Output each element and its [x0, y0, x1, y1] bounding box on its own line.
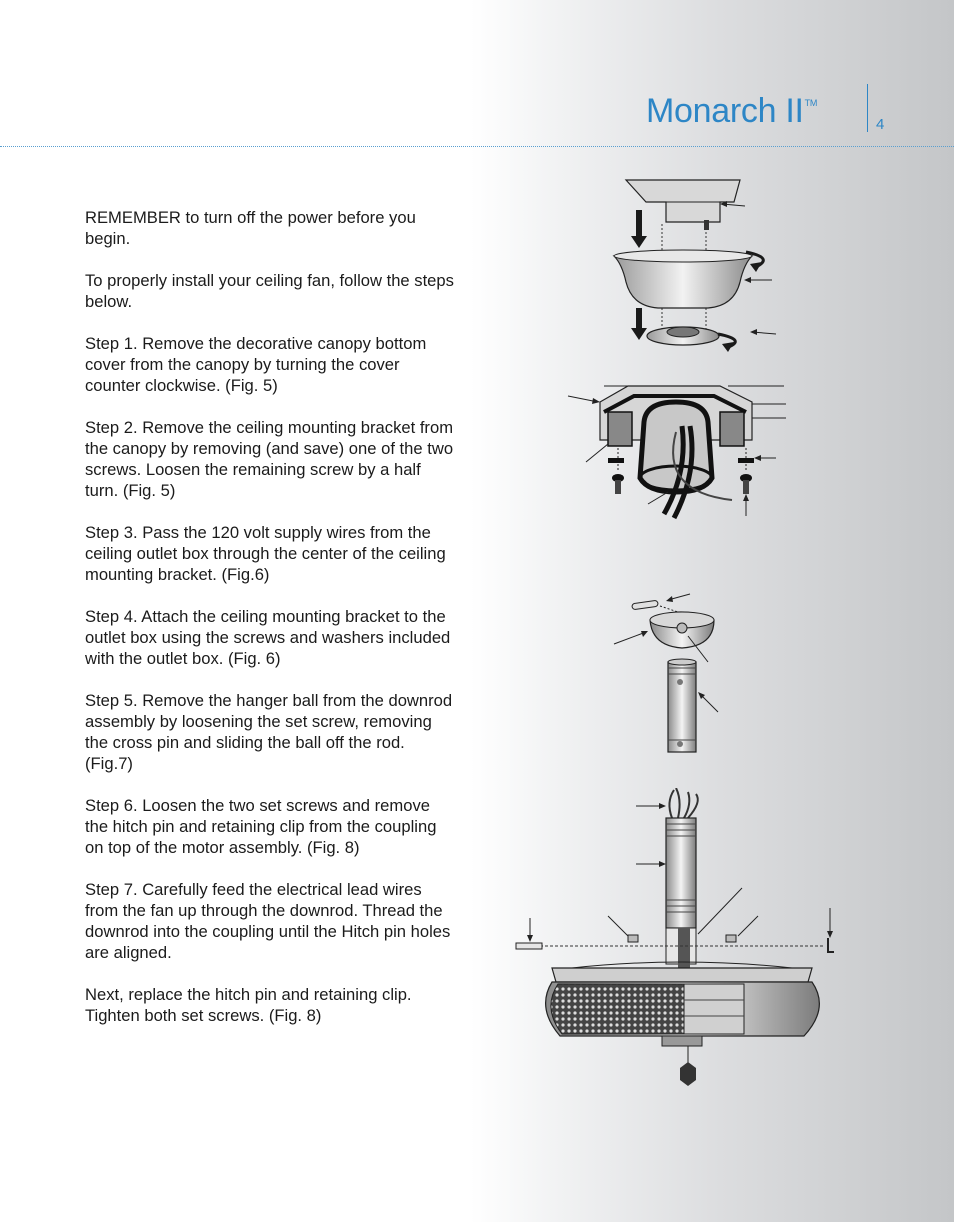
- page-number: 4: [876, 116, 885, 133]
- instruction-step-7: Step 7. Carefully feed the electrical lead wires from the fan up through the downrod. Thread the downrod into the coupling until the Hitch pin holes are aligned.: [85, 880, 451, 962]
- product-name: Monarch II: [646, 92, 804, 130]
- header-vertical-rule: [867, 84, 868, 132]
- instruction-step-2: Step 2. Remove the ceiling mounting bracket from the canopy by removing (and save) one of the two screws. Loosen the remaining screw by a half turn. (Fig. 5): [85, 418, 454, 500]
- instruction-step-1: Step 1. Remove the decorative canopy bottom cover from the canopy by turning the cover counter clockwise. (Fig. 5): [85, 334, 427, 395]
- figure-7-hanger-ball-illustration: [610, 590, 730, 760]
- instruction-step-6: Step 6. Loosen the two set screws and remove the hitch pin and retaining clip from the coupling on top of the motor assembly. (Fig. 8): [85, 796, 437, 857]
- figure-5-canopy-illustration: [600, 172, 790, 352]
- instruction-step-5: Step 5. Remove the hanger ball from the downrod assembly by loosening the set screw, removing the cross pin and sliding the ball off the rod. (Fig.7): [85, 691, 453, 773]
- figure-6-mounting-bracket-illustration: [564, 382, 794, 542]
- instruction-intro: To properly install your ceiling fan, follow the steps below.: [85, 271, 454, 311]
- instruction-final: Next, replace the hitch pin and retaining clip. Tighten both set screws. (Fig. 8): [85, 985, 412, 1025]
- header-divider: [0, 146, 954, 147]
- trademark-mark: TM: [804, 98, 818, 108]
- instruction-remember: REMEMBER to turn off the power before you begin.: [85, 208, 416, 248]
- page-title: [646, 92, 817, 131]
- figure-8-motor-coupling-illustration: [512, 788, 848, 1088]
- instruction-step-3: Step 3. Pass the 120 volt supply wires from the ceiling outlet box through the center of the ceiling mounting bracket. (Fig.6): [85, 523, 446, 584]
- instruction-step-4: Step 4. Attach the ceiling mounting bracket to the outlet box using the screws and washers included with the outlet box. (Fig. 6): [85, 607, 451, 668]
- instructions-column: [85, 207, 457, 1047]
